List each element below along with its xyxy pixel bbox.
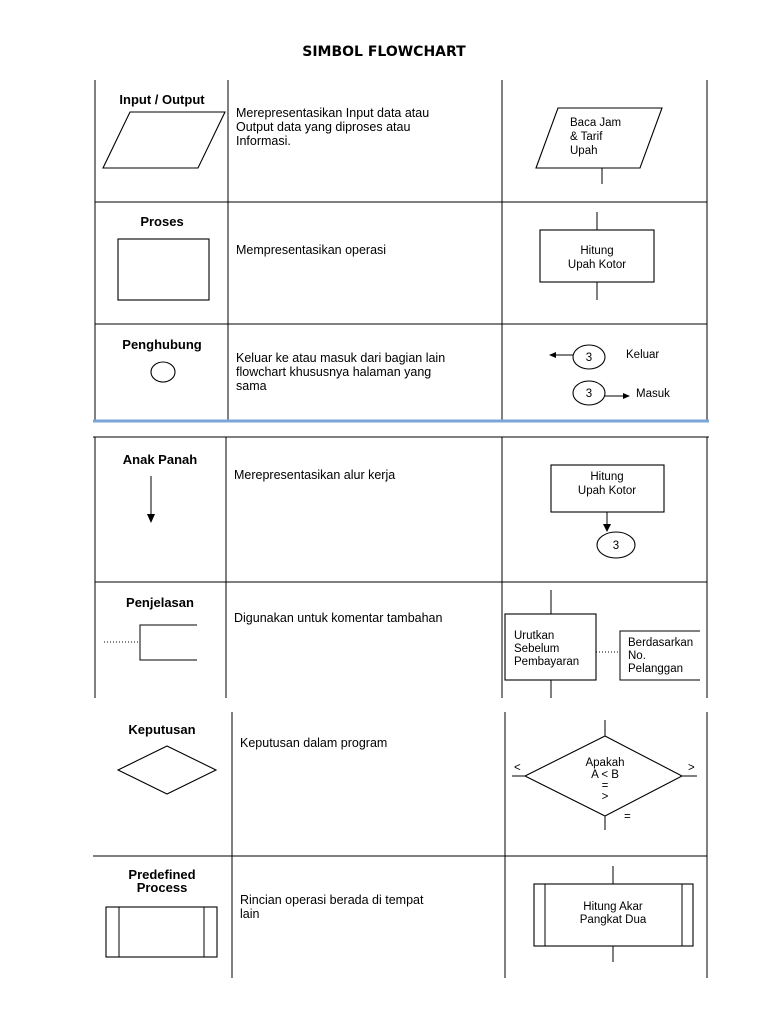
- row-penjelasan: [104, 590, 700, 698]
- symbol-desc-line: Merepresentasikan alur kerja: [234, 468, 396, 482]
- connector-in-label: Masuk: [636, 388, 670, 400]
- process-rectangle-icon: [118, 239, 209, 300]
- predefined-process-icon: [106, 907, 217, 957]
- connector-number: 3: [585, 352, 593, 364]
- symbol-name: Input / Output: [119, 92, 205, 107]
- page-title: SIMBOL FLOWCHART: [302, 44, 466, 60]
- example-label: Upah: [570, 145, 598, 157]
- row-input-output: [103, 92, 662, 184]
- decision-branch-right: >: [688, 762, 695, 774]
- arrow-right-icon: [623, 393, 630, 399]
- row-keputusan: [118, 720, 697, 830]
- symbol-desc-line: flowchart khususnya halaman yang: [236, 365, 432, 379]
- symbol-name: Proses: [140, 214, 184, 229]
- symbol-name: Penjelasan: [126, 595, 194, 610]
- annotation-label: No.: [628, 650, 646, 662]
- connector-circle-icon: [151, 362, 175, 382]
- decision-branch-bottom: =: [624, 811, 631, 823]
- connector-number: 3: [585, 388, 593, 400]
- connector-out-label: Keluar: [626, 349, 660, 361]
- io-parallelogram-icon: [103, 112, 225, 168]
- symbol-desc-line: sama: [236, 379, 267, 393]
- arrow-left-icon: [549, 352, 556, 358]
- example-label: Hitung Akar: [583, 901, 643, 913]
- decision-label: Apakah: [585, 757, 625, 769]
- symbol-desc-line: Keputusan dalam program: [240, 736, 388, 750]
- row-penghubung: [122, 337, 670, 405]
- symbol-name: Anak Panah: [122, 452, 198, 467]
- symbol-desc-line: Rincian operasi berada di tempat: [240, 893, 424, 907]
- row-anak-panah: [123, 452, 664, 558]
- symbol-desc-line: Informasi.: [236, 134, 291, 148]
- arrow-down-icon: [603, 524, 611, 532]
- example-label: Upah Kotor: [567, 259, 627, 271]
- decision-diamond-icon: [118, 746, 216, 794]
- example-label: Upah Kotor: [577, 485, 637, 497]
- example-label: Hitung: [580, 245, 614, 257]
- decision-label: >: [601, 791, 609, 803]
- row-predefined-process: [106, 866, 693, 962]
- decision-label: A < B: [591, 769, 619, 781]
- symbol-name: Keputusan: [128, 722, 196, 737]
- decision-label: =: [601, 780, 609, 792]
- example-label: Pembayaran: [514, 656, 580, 668]
- example-label: Pangkat Dua: [579, 914, 647, 926]
- symbol-name: Process: [136, 880, 188, 895]
- symbol-name: Penghubung: [122, 337, 202, 352]
- symbol-desc-line: Mempresentasikan operasi: [236, 243, 387, 257]
- row-proses: [118, 212, 654, 300]
- symbol-desc-line: lain: [240, 907, 260, 921]
- connector-number: 3: [612, 540, 620, 552]
- example-label: Hitung: [590, 471, 624, 483]
- symbol-desc-line: Keluar ke atau masuk dari bagian lain: [236, 351, 446, 365]
- symbol-desc-line: Merepresentasikan Input data atau: [236, 106, 430, 120]
- example-label: Sebelum: [514, 643, 560, 655]
- decision-branch-left: <: [514, 762, 521, 774]
- example-label: Baca Jam: [570, 117, 622, 129]
- example-label: & Tarif: [570, 131, 603, 143]
- annotation-label: Berdasarkan: [628, 637, 694, 649]
- symbol-desc-line: Digunakan untuk komentar tambahan: [234, 611, 443, 625]
- symbol-desc-line: Output data yang diproses atau: [236, 120, 411, 134]
- annotation-label: Pelanggan: [628, 663, 683, 675]
- symbol-name: Predefined: [128, 867, 196, 882]
- example-label: Urutkan: [514, 630, 555, 642]
- arrow-down-icon: [147, 514, 155, 523]
- annotation-bracket-icon: [140, 625, 197, 660]
